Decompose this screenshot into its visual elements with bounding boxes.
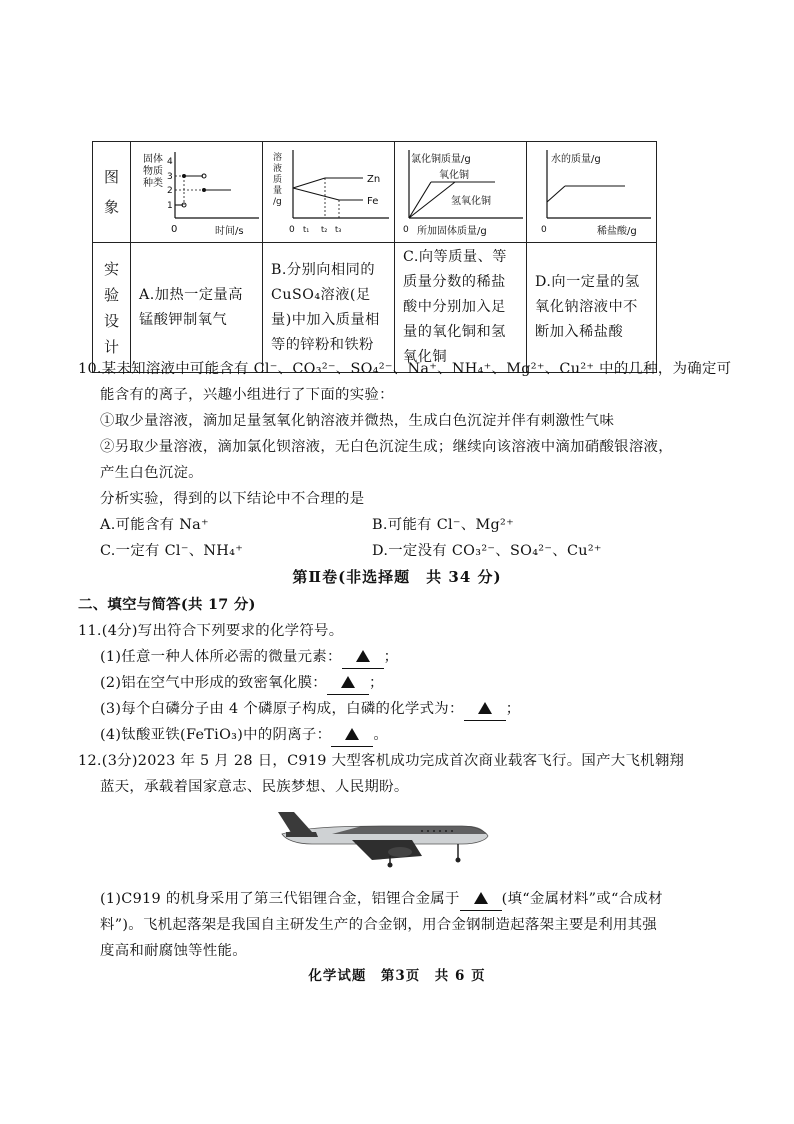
graph-a-origin: 0 (171, 224, 178, 235)
graph-c-xlabel: 所加固体质量/g (417, 226, 487, 237)
graph-c (395, 142, 527, 242)
graph-b-series-fe: Fe (367, 196, 379, 207)
part2-heading: 二、填空与简答(共 17 分) (78, 596, 256, 613)
answer-triangle-icon (341, 676, 355, 688)
q11-item2-blank[interactable] (327, 672, 369, 695)
design-d: D.向一定量的氢氧化钠溶液中不断加入稀盐酸 (527, 243, 657, 373)
graph-c-cell (395, 142, 527, 243)
graph-b-ylabel-2: 液 (273, 164, 283, 174)
answer-triangle-icon (478, 702, 492, 714)
q11-item1-blank[interactable] (342, 646, 384, 669)
graph-a-ylabel-1: 固体 (143, 154, 163, 165)
graph-b-origin: 0 (289, 225, 295, 235)
graph-d (527, 142, 657, 242)
q12-part1-line3: 度高和耐腐蚀等性能。 (100, 943, 247, 959)
page-footer: 化学试题 第3页 共 6 页 (308, 968, 486, 984)
graph-d-origin: 0 (541, 225, 547, 235)
q11-item1-text: (1)任意一种人体所必需的微量元素： (100, 649, 342, 665)
design-c: C.向等质量、等质量分数的稀盐酸中分别加入足量的氧化铜和氢氧化铜 (395, 243, 527, 373)
graph-b-ylabel-1: 溶 (273, 153, 283, 163)
graph-a-xlabel: 时间/s (215, 226, 244, 237)
q12-line1: 12.(3分)2023 年 5 月 28 日，C919 大型客机成功完成首次商业载客飞行。国产大飞机翱翔 (78, 753, 685, 769)
graph-b-xtick-2: t₂ (321, 225, 328, 234)
q12-part1-text: (1)C919 的机身采用了第三代铝锂合金，铝锂合金属于 (100, 891, 460, 907)
graph-b-xtick-1: t₁ (303, 225, 310, 234)
graph-a-ylabel-3: 种类 (143, 178, 163, 189)
design-a: A.加热一定量高锰酸钾制氧气 (131, 243, 263, 373)
graph-a-ytick-3: 3 (167, 172, 173, 182)
graph-a-ytick-1: 1 (167, 201, 173, 211)
answer-triangle-icon (474, 892, 488, 904)
q10-option-c: C.一定有 Cl⁻、NH₄⁺ (100, 543, 244, 559)
q11-item1-end: ； (383, 649, 399, 665)
graph-b-ylabel-4: 量 (273, 186, 283, 196)
graph-a-cell (131, 142, 263, 243)
q11-stem: 11.(4分)写出符合下列要求的化学符号。 (78, 623, 344, 639)
q12-part1-blank[interactable] (460, 888, 502, 911)
q10-option-d: D.一定没有 CO₃²⁻、SO₄²⁻、Cu²⁺ (372, 543, 602, 559)
graph-c-ylabel: 氯化铜质量/g (411, 154, 471, 165)
graph-a (131, 142, 263, 242)
graph-b (263, 142, 395, 242)
graph-a-ytick-4: 4 (167, 157, 173, 167)
q12-part1-end: (填“金属材料”或“合成材 (501, 891, 663, 907)
q10-line2: 能含有的离子，兴趣小组进行了下面的实验： (100, 387, 394, 403)
graph-d-cell (527, 142, 657, 243)
section-2-title: 第Ⅱ卷(非选择题 共 34 分) (292, 568, 502, 586)
row-label-graph-text: 图象 (103, 168, 119, 216)
answer-triangle-icon (345, 728, 359, 740)
graph-c-origin: 0 (403, 225, 409, 235)
q10-step1: ①取少量溶液，滴加足量氢氧化钠溶液并微热，生成白色沉淀并伴有刺激性气味 (100, 413, 615, 429)
graph-d-xlabel: 稀盐酸/g (597, 226, 637, 237)
q11-item3-blank[interactable] (464, 698, 506, 721)
q12-part1-line1 (100, 888, 663, 911)
q11-item4-text: (4)钛酸亚铁(FeTiO₃)中的阴离子： (100, 727, 332, 743)
row-label-graph (93, 142, 131, 243)
graph-a-ytick-2: 2 (167, 186, 173, 196)
q10-step2a: ②另取少量溶液，滴加氯化钡溶液，无白色沉淀生成；继续向该溶液中滴加硝酸银溶液， (100, 439, 673, 455)
answer-triangle-icon (356, 650, 370, 662)
q11-item3-text: (3)每个白磷分子由 4 个磷原子构成，白磷的化学式为： (100, 701, 464, 717)
q11-item2 (100, 672, 384, 695)
q11-item3 (100, 698, 520, 721)
q12-line2: 蓝天，承载着国家意志、民族梦想、人民期盼。 (100, 779, 409, 795)
graph-b-ylabel-3: 质 (273, 175, 283, 185)
q11-item3-end: ； (505, 701, 521, 717)
graph-c-series-cuo: 氧化铜 (439, 170, 469, 181)
q11-item1 (100, 646, 398, 669)
graph-c-series-cuoh2: 氢氧化铜 (451, 196, 491, 207)
q11-item2-text: (2)铝在空气中形成的致密氧化膜： (100, 675, 327, 691)
q10-prompt: 分析实验，得到的以下结论中不合理的是 (100, 491, 365, 507)
graph-b-cell (263, 142, 395, 243)
row-label-design-text: 实验设计 (103, 259, 119, 356)
q11-item4 (100, 724, 388, 747)
q11-item2-end: ； (368, 675, 384, 691)
airplane-image (272, 804, 492, 868)
graph-a-ylabel-2: 物质 (143, 166, 163, 177)
options-table (92, 141, 657, 373)
graph-d-ylabel: 水的质量/g (551, 154, 601, 165)
q12-part1-line2: 料”)。飞机起落架是我国自主研发生产的合金钢，用合金钢制造起落架主要是利用其强 (100, 917, 658, 933)
design-b: B.分别向相同的CuSO₄溶液(足量)中加入质量相等的锌粉和铁粉 (263, 243, 395, 373)
q11-item4-blank[interactable] (331, 724, 373, 747)
q10-option-a: A.可能含有 Na⁺ (100, 517, 209, 533)
row-label-design (93, 243, 131, 373)
graph-b-ylabel-5: /g (273, 197, 282, 207)
q10-step2b: 产生白色沉淀。 (100, 465, 203, 481)
q10-option-b: B.可能有 Cl⁻、Mg²⁺ (372, 517, 515, 533)
q11-item4-end: 。 (373, 727, 389, 743)
graph-b-series-zn: Zn (367, 174, 381, 185)
q10-line1: 10.某未知溶液中可能含有 Cl⁻、CO₃²⁻、SO₄²⁻、Na⁺、NH₄⁺、Mg²⁺、Cu²⁺ 中的几种，为确定可 (78, 361, 732, 377)
graph-b-xtick-3: t₃ (335, 225, 342, 234)
